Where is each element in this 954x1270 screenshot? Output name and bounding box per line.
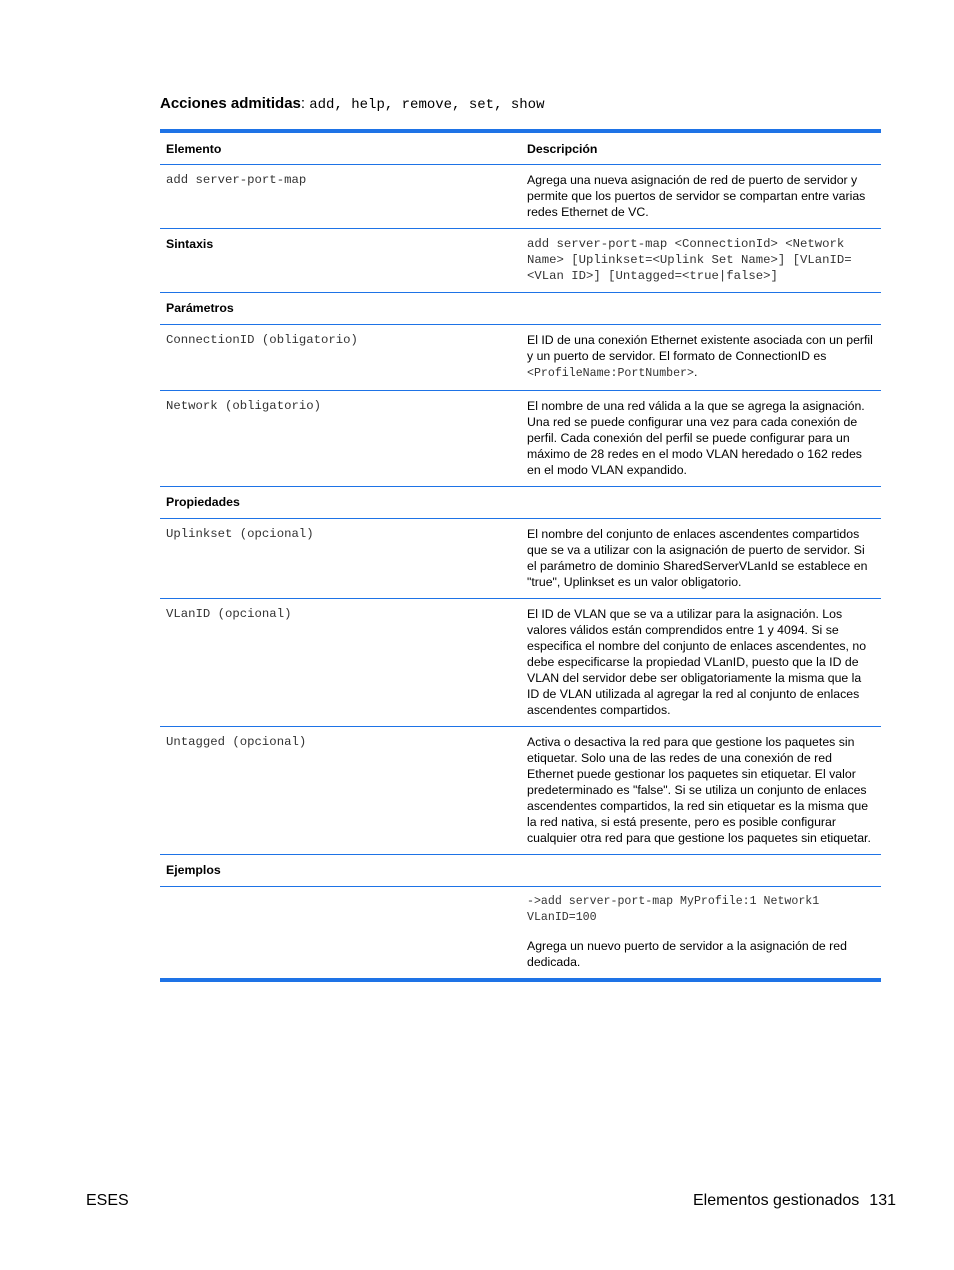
description-cell: Agrega una nueva asignación de red de puerto de servidor y permite que los puertos de servidor se compartan entre varias redes Ethernet de VC. [521,165,881,229]
command-table [160,129,881,982]
table-row [160,165,881,229]
table-row [160,391,881,487]
syntax-code: add server-port-map <ConnectionId> <Network Name> [Uplinkset=<Uplink Set Name>] [VLanID=<VLan ID>] [Untagged=<true|false>] [521,229,881,293]
element-cell: add server-port-map [160,165,521,229]
actions-heading [160,95,544,113]
column-header-element: Elemento [160,131,521,165]
table-row [160,229,881,293]
table-row [160,599,881,727]
description-cell: Activa o desactiva la red para que gestione los paquetes sin etiquetar. Solo una de las redes de una conexión de red Ethernet puede gestionar los paquetes sin etiquetar. El valor predeterminado es "false". Si se utiliza un conjunto de enlaces ascendentes compartidos, la red sin etiquetar es la misma que la red nativa, si está presente, pero es posible configurar cualquier otra red para que gestione los paquetes sin etiquetar. [521,727,881,855]
footer-page-info [693,1192,896,1210]
description-cell [521,325,881,391]
section-title-examples: Ejemplos [160,855,521,887]
column-header-description: Descripción [521,131,881,165]
description-code: <ProfileName:PortNumber> [527,367,694,380]
section-row [160,855,881,887]
empty-cell [521,293,881,325]
actions-heading-colon: : [300,95,310,112]
section-title-properties: Propiedades [160,487,521,519]
section-title-parameters: Parámetros [160,293,521,325]
description-tail: . [693,365,698,379]
empty-cell [160,887,521,981]
example-code: ->add server-port-map MyProfile:1 Network1 VLanID=100 [527,895,820,924]
example-cell [521,887,881,981]
description-text: El ID de una conexión Ethernet existente asociada con un perfil y un puerto de servidor. El formato de ConnectionID es [527,333,873,363]
element-cell: VLanID (opcional) [160,599,521,727]
example-row [160,887,881,981]
actions-heading-commands: add, help, remove, set, show [309,97,545,113]
element-cell: Untagged (opcional) [160,727,521,855]
page-number: 131 [869,1192,896,1209]
table-row [160,325,881,391]
section-row [160,487,881,519]
footer-section-title: Elementos gestionados [692,1192,860,1209]
element-cell: ConnectionID (obligatorio) [160,325,521,391]
table-row [160,519,881,599]
empty-cell [521,855,881,887]
description-cell: El nombre del conjunto de enlaces ascendentes compartidos que se va a utilizar con la asignación de puerto de servidor. Si el parámetro de dominio SharedServerVLanId se establece en "true", Uplinkset es un valor obligatorio. [521,519,881,599]
empty-cell [521,487,881,519]
table-header-row [160,131,881,165]
footer-language: ESES [86,1192,129,1209]
actions-heading-label: Acciones admitidas [160,95,301,112]
example-description: Agrega un nuevo puerto de servidor a la asignación de red dedicada. [527,939,847,969]
element-cell: Uplinkset (opcional) [160,519,521,599]
section-row [160,293,881,325]
element-cell: Network (obligatorio) [160,391,521,487]
syntax-label: Sintaxis [160,229,521,293]
table-row [160,727,881,855]
description-cell: El ID de VLAN que se va a utilizar para la asignación. Los valores válidos están comprendidos entre 1 y 4094. Si se especifica el nombre del conjunto de enlaces ascendentes, no debe especificarse la propiedad VLanID, puesto que la ID de VLAN del servidor debe ser obligatoriamente la misma que la ID de VLAN utilizada al agregar la red al conjunto de enlaces ascendentes compartidos. [521,599,881,727]
description-cell: El nombre de una red válida a la que se agrega la asignación. Una red se puede configurar una vez para cada conexión de perfil. Cada conexión del perfil se puede configurar para un máximo de 28 redes en el modo VLAN heredado o 162 redes en el modo VLAN expandido. [521,391,881,487]
